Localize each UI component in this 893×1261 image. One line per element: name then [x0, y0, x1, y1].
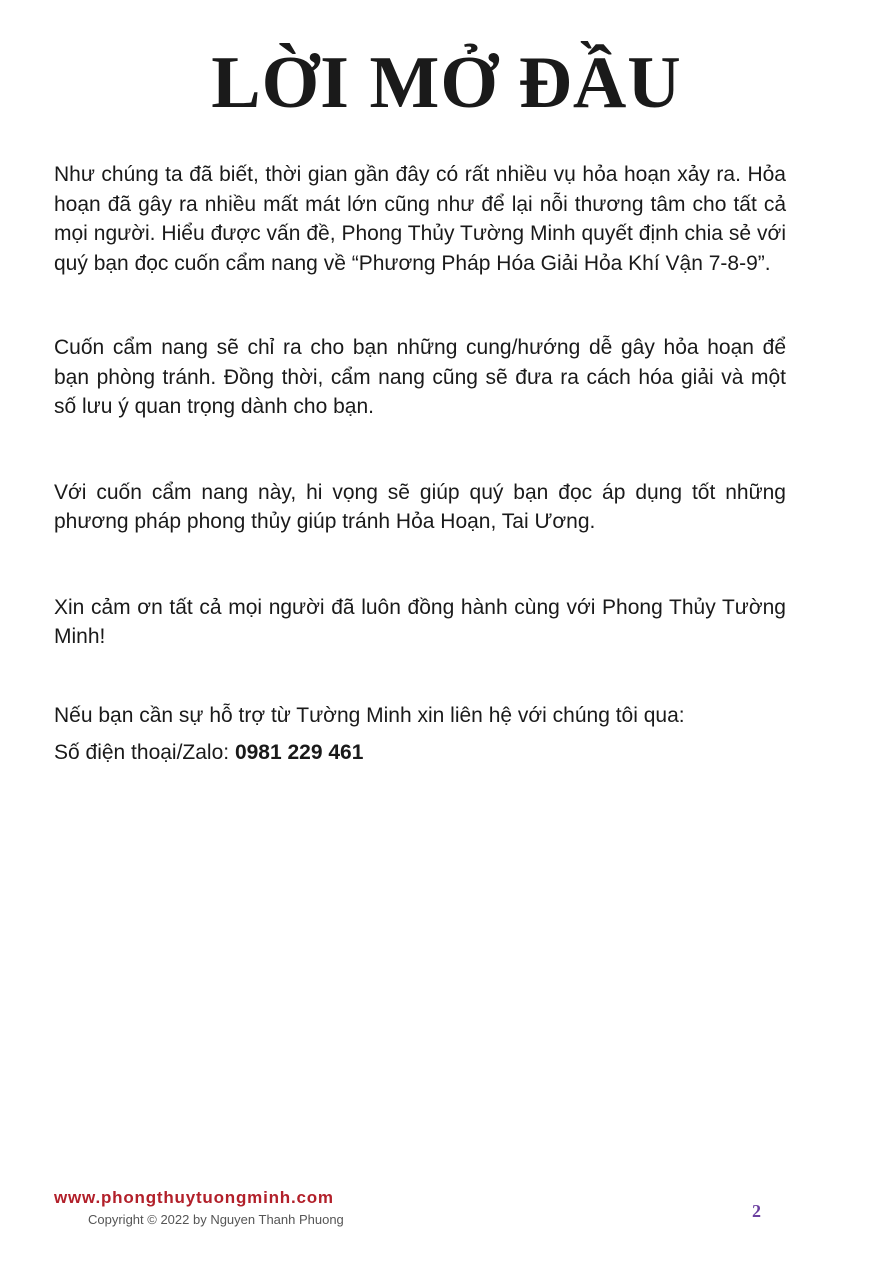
hope-paragraph: Với cuốn cẩm nang này, hi vọng sẽ giúp quý bạn đọc áp dụng tốt những phương pháp phong thủy giúp tránh Hỏa Hoạn, Tai Ương.: [54, 480, 786, 533]
body-content: [54, 160, 786, 768]
page-number: 2: [752, 1201, 761, 1221]
intro-paragraph: Như chúng ta đã biết, thời gian gần đây có rất nhiều vụ hỏa hoạn xảy ra. Hỏa hoạn đã gây ra nhiều mất mát lớn cũng như để lại nỗi thương tâm cho tất cả mọi người. Hiểu được vấn đề, Phong Thủy Tường Minh quyết định chia sẻ với quý bạn đọc cuốn cẩm nang về “Phương Pháp Hóa Giải Hỏa Khí Vận 7-8-9”.: [54, 163, 786, 275]
page-title: LỜI MỞ ĐẦU: [211, 42, 682, 124]
phone-number: 0981 229 461: [234, 741, 364, 764]
footer-website: www.phongthuytuongminh.com: [54, 1188, 334, 1207]
footer-copyright: Copyright © 2022 by Nguyen Thanh Phuong: [88, 1212, 344, 1227]
thanks-paragraph: Xin cảm ơn tất cả mọi người đã luôn đồng hành cùng với Phong Thủy Tường Minh!: [54, 595, 786, 648]
contact-line: [54, 738, 786, 768]
support-paragraph: Nếu bạn cần sự hỗ trợ từ Tường Minh xin liên hệ với chúng tôi qua:: [54, 703, 685, 727]
handbook-purpose-paragraph: Cuốn cẩm nang sẽ chỉ ra cho bạn những cung/hướng dễ gây hỏa hoạn để bạn phòng tránh. Đồng thời, cẩm nang cũng sẽ đưa ra cách hóa giải và một số lưu ý quan trọng dành cho bạn.: [54, 336, 786, 418]
contact-label: Số điện thoại/Zalo:: [54, 741, 235, 764]
